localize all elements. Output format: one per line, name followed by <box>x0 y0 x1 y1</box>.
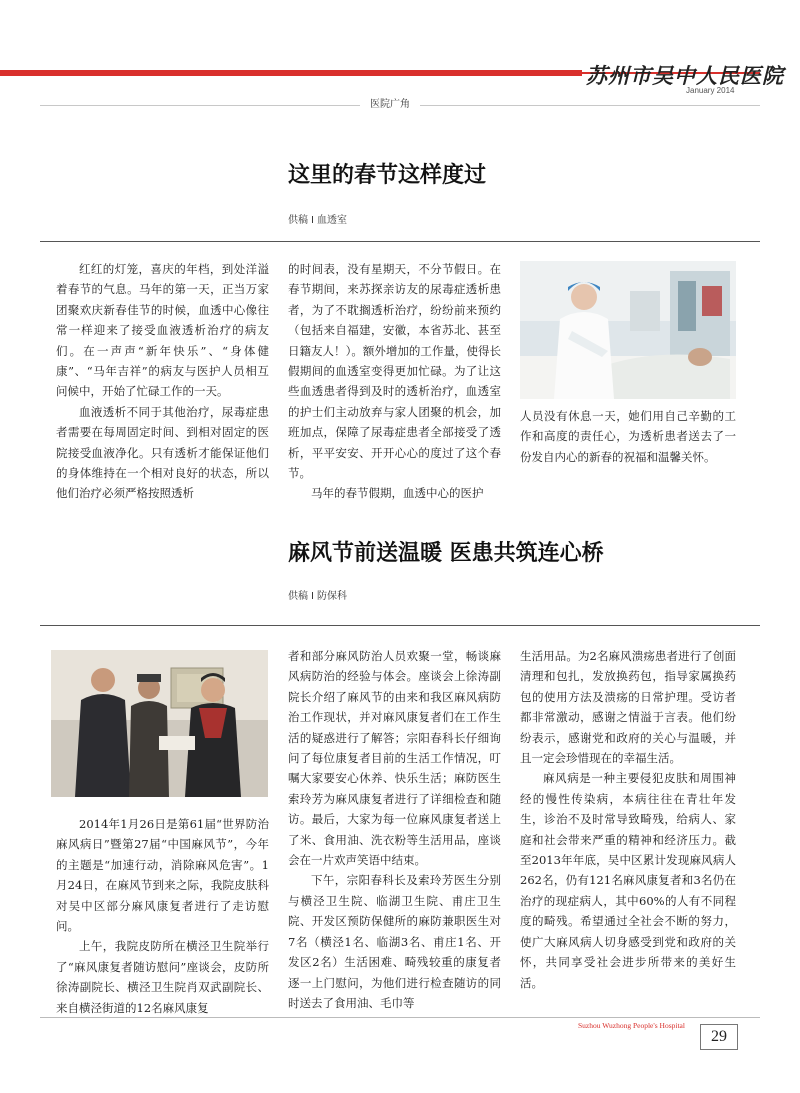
paragraph: 2014年1月26日是第61届“世界防治麻风病日”暨第27届“中国麻风节”，今年的主题是“加速行动，消除麻风危害”。1月24日，在麻风节到来之际，我院皮肤科对吴中区部分麻风康复者进行了走访慰问。 <box>56 817 269 934</box>
article2-column-3 <box>520 646 736 993</box>
paragraph: 下午，宗阳春科长及索玲芳医生分别与横泾卫生院、临湖卫生院、甫庄卫生院、开发区预防保健所的麻防兼职医生对7名（横泾1名、临湖3名、甫庄1名、开发区2名）生活困难、畸残较重的康复者逐一上门慰问，为他们进行检查随访的同时送去了食用油、毛巾等 <box>288 873 501 1010</box>
hospital-name-logo: 苏州市吴中人民医院 <box>586 63 784 88</box>
paragraph: 血液透析不同于其他治疗，尿毒症患者需要在每周固定时间、到相对固定的医院接受血液净化。只有透析才能保证他们的身体维持在一个相对良好的状态，所以他们治疗必须严格按照透析 <box>56 404 269 501</box>
paragraph: 人员没有休息一天，她们用自己辛勤的工作和高度的责任心，为透析患者送去了一份发自内心的新春的祝福和温馨关怀。 <box>520 409 736 464</box>
dialysis-ward-photo <box>520 261 736 399</box>
footer-divider <box>40 1017 760 1018</box>
page-number: 29 <box>700 1024 738 1050</box>
byline-source: 血透室 <box>316 215 347 226</box>
footer-hospital-name: Suzhou Wuzhong People's Hospital <box>578 1021 685 1030</box>
article2-column-2 <box>288 646 501 1013</box>
issue-date: January 2014 <box>686 86 735 95</box>
section-label: 医院广角 <box>360 95 420 110</box>
article1-title: 这里的春节这样度过 <box>288 163 487 188</box>
article2-divider <box>40 625 760 626</box>
article2-title: 麻风节前送温暖 医患共筑连心桥 <box>288 541 604 566</box>
article1-column-1 <box>56 259 269 504</box>
paragraph: 生活用品。为2名麻风溃疡患者进行了创面清理和包扎，发放换药包，指导家属换药包的使用方法及溃疡的日常护理。受访者都非常激动，感谢之情溢于言表。他们纷纷表示，感谢党和政府的关心与温暖，并且一定会珍惜现在的幸福生活。 <box>520 649 736 766</box>
header-red-bar <box>0 70 582 76</box>
paragraph: 的时间表，没有星期天，不分节假日。在春节期间，来苏探亲访友的尿毒症透析患者，为了不耽搁透析治疗，纷纷前来预约（包括来自福建，安徽，本省苏北、甚至日籍友人！）。额外增加的工作量，使得长假期间的血透室变得更加忙碌。为了让这些血透患者得到及时的透析治疗，血透室的护士们主动放弃与家人团聚的机会，加班加点，保障了尿毒症患者全部接受了透析，平平安安、开开心心的度过了这个春节。 <box>288 262 501 481</box>
paragraph: 者和部分麻风防治人员欢聚一堂，畅谈麻风病防治的经验与体会。座谈会上徐涛副院长介绍了麻风节的由来和我区麻风病防治工作现状，并对麻风康复者们在工作生活的疑惑进行了解答；宗阳春科长仔细询问了每位康复者目前的生活工作情况，叮嘱大家要安心休养、快乐生活；麻防医生索玲芳为麻风康复者进行了详细检查和随访。最后，大家为每一位麻风康复者送上了米、食用油、洗衣粉等生活用品，座谈会在一片欢声笑语中结束。 <box>288 649 501 868</box>
paragraph: 上午，我院皮防所在横泾卫生院举行了“麻风康复者随访慰问”座谈会，皮防所徐涛副院长、横泾卫生院肖双武副院长、来自横泾街道的12名麻风康复 <box>56 939 269 1015</box>
paragraph: 麻风病是一种主要侵犯皮肤和周围神经的慢性传染病，本病往往在青壮年发生，诊治不及时常导致畸残，给病人、家庭和社会带来严重的精神和经济压力。截至2013年年底，吴中区累计发现麻风病人262名，仍有121名麻风康复者和3名仍在治疗的现症病人，其中60%的人有不同程度的畸残。希望通过全社会不断的努力，使广大麻风病人切身感受到党和政府的关怀，共同享受社会进步所带来的美好生活。 <box>520 771 736 990</box>
paragraph: 红红的灯笼，喜庆的年档，到处洋溢着春节的气息。马年的第一天，正当万家团聚欢庆新春佳节的时候，血透中心像往常一样迎来了接受血液透析治疗的病友们。在一声声“新年快乐”、“身体健康”、“马年吉祥”的病友与医护人员相互问候中，开始了忙碌工作的一天。 <box>56 262 269 399</box>
article2-byline: 供稿 I 防保科 <box>288 591 347 602</box>
byline-label: 供稿 <box>288 591 308 602</box>
article1-divider <box>40 241 760 242</box>
article1-column-2 <box>288 259 501 504</box>
article1-byline: 供稿 I 血透室 <box>288 215 347 226</box>
visit-photo <box>51 650 268 797</box>
article1-column-3 <box>520 406 736 467</box>
paragraph: 马年的春节假期，血透中心的医护 <box>311 486 484 501</box>
byline-source: 防保科 <box>316 591 347 602</box>
article2-column-1 <box>56 814 269 1018</box>
byline-label: 供稿 <box>288 215 308 226</box>
